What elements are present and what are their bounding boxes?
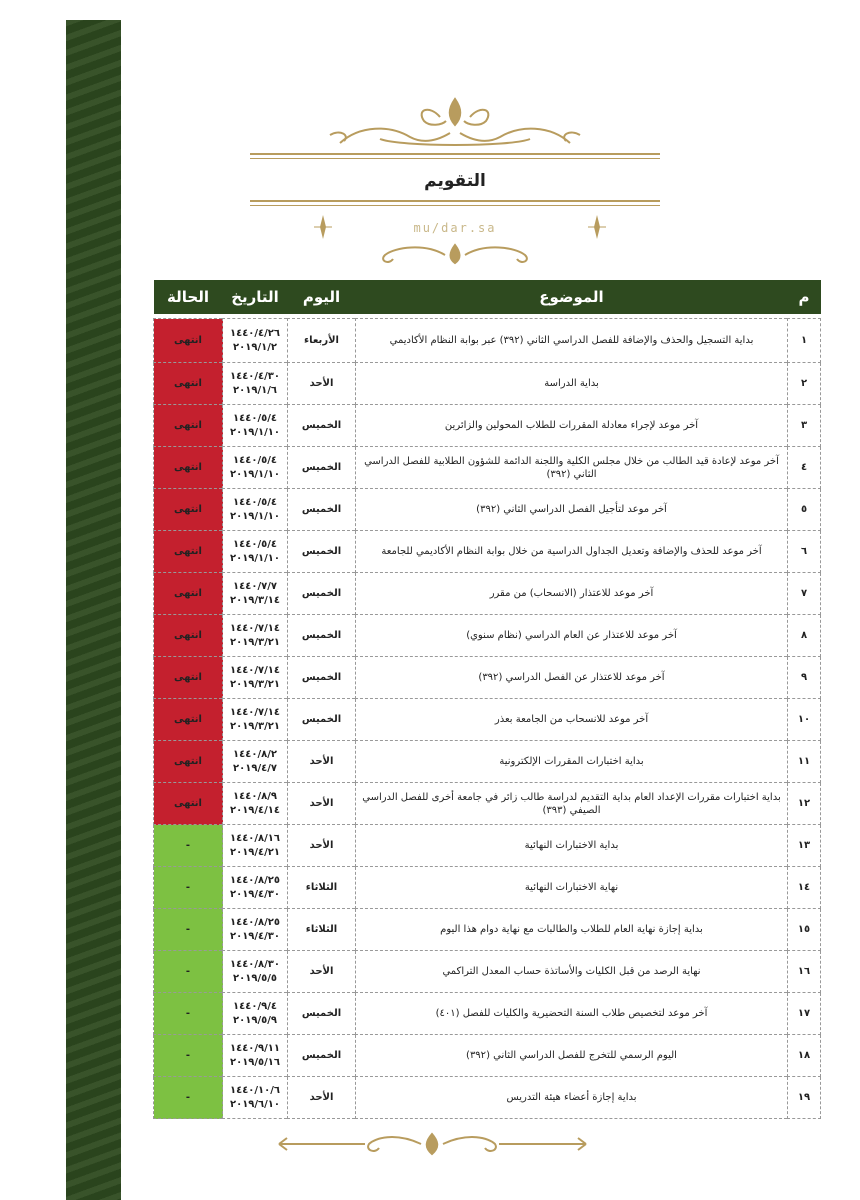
row-subject: آخر موعد للاعتذار عن الفصل الدراسي (٣٩٢) [356,657,788,699]
row-status-badge: انتهى [154,615,223,657]
row-date-hijri: ١٤٤٠/٧/١٤ [229,664,281,676]
row-status-badge: انتهى [154,489,223,531]
row-date [223,951,288,993]
table-row [154,615,821,657]
row-number: ٨ [788,615,821,657]
row-date-hijri: ١٤٤٠/٥/٤ [233,454,277,466]
row-date-gregorian: ٢٠١٩/٦/١٠ [229,1098,281,1110]
top-rule-2 [250,158,660,159]
row-date-hijri: ١٤٤٠/٤/٢٦ [229,327,281,339]
row-number: ١٦ [788,951,821,993]
row-date-gregorian: ٢٠١٩/١/٢ [233,341,277,353]
row-number: ٩ [788,657,821,699]
row-date-hijri: ١٤٤٠/١٠/٦ [229,1084,281,1096]
row-status-badge: - [154,951,223,993]
page-title: التقويم [424,171,486,191]
table-row [154,363,821,405]
row-date-gregorian: ٢٠١٩/١/١٠ [229,426,281,438]
row-date [223,615,288,657]
row-subject: آخر موعد لتخصيص طلاب السنة التحضيرية والكليات للفصل (٤٠١) [356,993,788,1035]
table-row [154,741,821,783]
row-status-badge: - [154,993,223,1035]
row-day: الخميس [288,405,356,447]
row-date-gregorian: ٢٠١٩/٥/٩ [233,1014,277,1026]
row-date-gregorian: ٢٠١٩/١/١٠ [229,510,281,522]
mid-rule [250,200,660,202]
row-date-gregorian: ٢٠١٩/٤/٢١ [229,846,281,858]
page-header [250,95,660,275]
row-date [223,405,288,447]
ornament-bottom-icon [275,1128,590,1158]
row-number: ٢ [788,363,821,405]
row-subject: نهاية الاختبارات النهائية [356,867,788,909]
row-date-hijri: ١٤٤٠/٩/١١ [229,1042,281,1054]
table-header-row [154,280,821,314]
row-day: الأحد [288,825,356,867]
row-number: ٤ [788,447,821,489]
table-row [154,951,821,993]
table-row [154,319,821,363]
row-number: ١٥ [788,909,821,951]
table-row [154,1077,821,1119]
row-number: ١٨ [788,1035,821,1077]
row-date-hijri: ١٤٤٠/٧/٧ [233,580,277,592]
row-date-gregorian: ٢٠١٩/٣/١٤ [229,594,281,606]
header-status: الحالة [154,280,223,314]
header-day: اليوم [288,280,356,314]
row-date-gregorian: ٢٠١٩/١/١٠ [229,468,281,480]
header-num: م [788,280,821,314]
row-status-badge: انتهى [154,319,223,363]
row-date [223,657,288,699]
table-row [154,531,821,573]
row-status-badge: - [154,1077,223,1119]
row-day: الأحد [288,363,356,405]
row-status-badge: - [154,1035,223,1077]
row-subject: آخر موعد للحذف والإضافة وتعديل الجداول الدراسية من خلال بوابة النظام الأكاديمي للجامعة [356,531,788,573]
row-subject: بداية الدراسة [356,363,788,405]
row-subject: نهاية الرصد من قبل الكليات والأساتذة حساب المعدل التراكمي [356,951,788,993]
row-subject: بداية إجازة نهاية العام للطلاب والطالبات مع نهاية دوام هذا اليوم [356,909,788,951]
table-row [154,405,821,447]
table-row [154,573,821,615]
row-status-badge: انتهى [154,657,223,699]
row-number: ١٩ [788,1077,821,1119]
row-date-hijri: ١٤٤٠/٨/٢٥ [229,916,281,928]
row-status-badge: انتهى [154,573,223,615]
table-row [154,993,821,1035]
row-date-gregorian: ٢٠١٩/٣/٢١ [229,636,281,648]
row-status-badge: انتهى [154,363,223,405]
row-date [223,1035,288,1077]
row-date [223,783,288,825]
row-status-badge: انتهى [154,447,223,489]
row-day: الخميس [288,1035,356,1077]
row-subject: آخر موعد لإعادة قيد الطالب من خلال مجلس الكلية واللجنة الدائمة للشؤون الطلابية للفصل الدراسي الثاني (٣٩٢) [356,447,788,489]
row-number: ١ [788,319,821,363]
calendar-table [153,280,821,1119]
row-date-gregorian: ٢٠١٩/٤/٣٠ [229,930,281,942]
row-number: ١٧ [788,993,821,1035]
row-status-badge: انتهى [154,699,223,741]
row-date-gregorian: ٢٠١٩/١/١٠ [229,552,281,564]
row-date-gregorian: ٢٠١٩/٣/٢١ [229,720,281,732]
row-number: ١٤ [788,867,821,909]
row-status-badge: - [154,867,223,909]
row-day: الخميس [288,615,356,657]
row-subject: آخر موعد للانسحاب من الجامعة بعذر [356,699,788,741]
row-day: الأحد [288,951,356,993]
row-day: الأحد [288,741,356,783]
row-date-hijri: ١٤٤٠/٨/٩ [233,790,277,802]
row-date-hijri: ١٤٤٠/٩/٤ [233,1000,277,1012]
site-url: mu/dar.sa [413,221,497,235]
row-status-badge: - [154,825,223,867]
row-date [223,699,288,741]
row-day: الخميس [288,993,356,1035]
top-rule [250,153,660,155]
row-day: الخميس [288,699,356,741]
row-subject: آخر موعد لإجراء معادلة المقررات للطلاب المحولين والزائرين [356,405,788,447]
row-date [223,867,288,909]
row-subject: بداية اختبارات المقررات الإلكترونية [356,741,788,783]
row-number: ٧ [788,573,821,615]
row-date [223,909,288,951]
row-date [223,447,288,489]
row-date [223,825,288,867]
row-date [223,741,288,783]
row-status-badge: انتهى [154,783,223,825]
decorative-side-strip [66,20,121,1200]
table-row [154,1035,821,1077]
row-date-hijri: ١٤٤٠/٨/٣٠ [229,958,281,970]
row-date [223,531,288,573]
row-number: ٥ [788,489,821,531]
table-row [154,783,821,825]
row-number: ٣ [788,405,821,447]
row-day: الأحد [288,1077,356,1119]
row-status-badge: انتهى [154,741,223,783]
row-subject: بداية اختبارات مقررات الإعداد العام بداية التقديم لدراسة طالب زائر في جامعة أخرى للفصل الدراسي الصيفي (٣٩٣) [356,783,788,825]
row-day: الخميس [288,489,356,531]
row-date [223,1077,288,1119]
row-subject: اليوم الرسمي للتخرج للفصل الدراسي الثاني (٣٩٢) [356,1035,788,1077]
row-date-gregorian: ٢٠١٩/٤/١٤ [229,804,281,816]
row-status-badge: انتهى [154,405,223,447]
row-day: الخميس [288,531,356,573]
row-date [223,993,288,1035]
table-row [154,489,821,531]
row-date-hijri: ١٤٤٠/٨/٢٥ [229,874,281,886]
row-number: ١٢ [788,783,821,825]
row-subject: آخر موعد لتأجيل الفصل الدراسي الثاني (٣٩٢) [356,489,788,531]
row-date-hijri: ١٤٤٠/٨/١٦ [229,832,281,844]
row-number: ١١ [788,741,821,783]
row-subject: آخر موعد للاعتذار (الانسحاب) من مقرر [356,573,788,615]
table-row [154,825,821,867]
row-date-hijri: ١٤٤٠/٧/١٤ [229,622,281,634]
row-date [223,489,288,531]
row-date-hijri: ١٤٤٠/٨/٢ [233,748,277,760]
row-date-hijri: ١٤٤٠/٥/٤ [233,496,277,508]
row-date-gregorian: ٢٠١٩/٤/٧ [233,762,277,774]
row-subject: آخر موعد للاعتذار عن العام الدراسي (نظام سنوي) [356,615,788,657]
row-day: الخميس [288,657,356,699]
header-date: التاريخ [223,280,288,314]
row-day: الثلاثاء [288,909,356,951]
row-date-gregorian: ٢٠١٩/٥/٥ [233,972,277,984]
row-date [223,363,288,405]
table-row [154,657,821,699]
row-day: الخميس [288,573,356,615]
table-row [154,699,821,741]
table-row [154,867,821,909]
row-status-badge: - [154,909,223,951]
row-date-hijri: ١٤٤٠/٥/٤ [233,412,277,424]
row-number: ١٣ [788,825,821,867]
row-date-hijri: ١٤٤٠/٧/١٤ [229,706,281,718]
row-date-gregorian: ٢٠١٩/١/٦ [233,384,277,396]
table-row [154,447,821,489]
row-day: الخميس [288,447,356,489]
mid-rule-2 [250,205,660,206]
row-date-gregorian: ٢٠١٩/٣/٢١ [229,678,281,690]
row-date-gregorian: ٢٠١٩/٥/١٦ [229,1056,281,1068]
row-number: ٦ [788,531,821,573]
row-date-hijri: ١٤٤٠/٤/٣٠ [229,370,281,382]
row-day: الثلاثاء [288,867,356,909]
ornament-top-icon [320,95,590,153]
row-date-gregorian: ٢٠١٩/٤/٣٠ [229,888,281,900]
row-subject: بداية التسجيل والحذف والإضافة للفصل الدراسي الثاني (٣٩٢) عبر بوابة النظام الأكاديمي [356,319,788,363]
row-subject: بداية إجازة أعضاء هيئة التدريس [356,1077,788,1119]
row-date [223,573,288,615]
row-number: ١٠ [788,699,821,741]
header-subject: الموضوع [356,280,788,314]
ornament-scroll-icon [375,241,535,265]
row-subject: بداية الاختبارات النهائية [356,825,788,867]
row-day: الأربعاء [288,319,356,363]
table-row [154,909,821,951]
row-date-hijri: ١٤٤٠/٥/٤ [233,538,277,550]
row-date [223,319,288,363]
row-day: الأحد [288,783,356,825]
row-status-badge: انتهى [154,531,223,573]
